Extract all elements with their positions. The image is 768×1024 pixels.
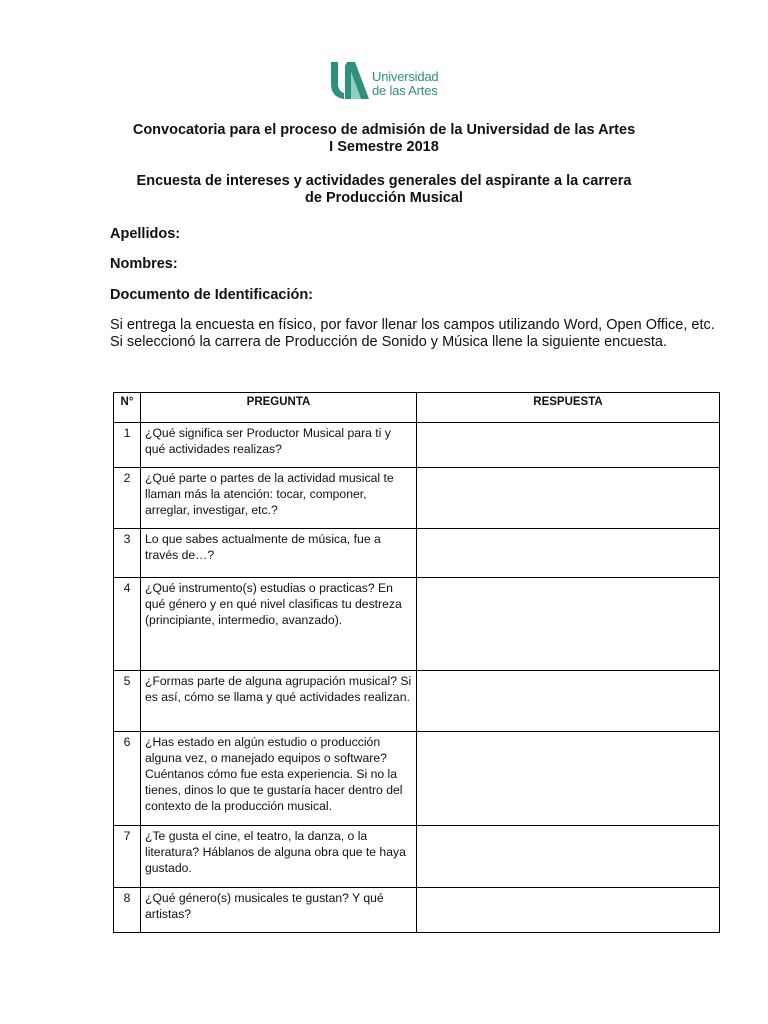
- survey-table: [113, 392, 720, 933]
- table-row: [114, 468, 720, 529]
- instructions: [110, 317, 715, 350]
- instruction-line-1: Si entrega la encuesta en físico, por favor llenar los campos utilizando Word, Open Office, etc.: [110, 317, 715, 333]
- row-number: 1: [114, 423, 141, 468]
- title-line-1: Convocatoria para el proceso de admisión de la Universidad de las Artes: [132, 122, 636, 138]
- row-question: ¿Has estado en algún estudio o producción alguna vez, o manejado equipos o software? Cuéntanos cómo fue esta experiencia. Si no la tienes, dinos lo que te gustaría hacer dentro del contexto de la producción musical.: [141, 732, 417, 826]
- answer-cell[interactable]: [417, 826, 720, 888]
- row-question: ¿Qué instrumento(s) estudias o practicas? En qué género y en qué nivel clasificas tu destreza (principiante, intermedio, avanzado).: [141, 578, 417, 671]
- answer-cell[interactable]: [417, 732, 720, 826]
- row-number: 6: [114, 732, 141, 826]
- table-row: [114, 732, 720, 826]
- answer-cell[interactable]: [417, 529, 720, 578]
- logo-wordmark: [372, 70, 438, 98]
- university-logo: [329, 60, 444, 100]
- logo-line-1: Universidad: [372, 69, 439, 84]
- ua-logo-icon: [329, 60, 371, 100]
- table-row: [114, 888, 720, 933]
- row-question: ¿Qué significa ser Productor Musical para ti y qué actividades realizas?: [141, 423, 417, 468]
- logo-line-2: de las Artes: [372, 83, 438, 98]
- answer-cell[interactable]: [417, 468, 720, 529]
- row-question: Lo que sabes actualmente de música, fue a través de…?: [141, 529, 417, 578]
- document-subtitle: [0, 173, 768, 207]
- table-header-row: [114, 393, 720, 423]
- table-row: [114, 529, 720, 578]
- subtitle-line-2: de Producción Musical: [305, 190, 463, 206]
- subtitle-line-1: Encuesta de intereses y actividades generales del aspirante a la carrera: [136, 173, 632, 189]
- header-number: N°: [114, 393, 141, 423]
- nombres-label: Nombres:: [110, 256, 178, 272]
- row-question: ¿Te gusta el cine, el teatro, la danza, o la literatura? Háblanos de alguna obra que te haya gustado.: [141, 826, 417, 888]
- title-line-2: I Semestre 2018: [329, 139, 439, 155]
- row-number: 3: [114, 529, 141, 578]
- answer-cell[interactable]: [417, 888, 720, 933]
- document-title: [0, 122, 768, 156]
- row-number: 8: [114, 888, 141, 933]
- answer-cell[interactable]: [417, 423, 720, 468]
- row-question: ¿Qué género(s) musicales te gustan? Y qué artistas?: [141, 888, 417, 933]
- row-number: 7: [114, 826, 141, 888]
- row-number: 2: [114, 468, 141, 529]
- answer-cell[interactable]: [417, 671, 720, 732]
- apellidos-label: Apellidos:: [110, 226, 181, 242]
- header-answer: RESPUESTA: [417, 393, 720, 423]
- table-row: [114, 423, 720, 468]
- row-question: ¿Qué parte o partes de la actividad musical te llaman más la atención: tocar, componer, arreglar, investigar, etc.?: [141, 468, 417, 529]
- table-row: [114, 671, 720, 732]
- header-question: PREGUNTA: [141, 393, 417, 423]
- answer-cell[interactable]: [417, 578, 720, 671]
- row-number: 5: [114, 671, 141, 732]
- table-row: [114, 578, 720, 671]
- instruction-line-2: Si seleccionó la carrera de Producción de Sonido y Música llene la siguiente encuesta.: [110, 333, 667, 350]
- documento-label: Documento de Identificación:: [110, 287, 314, 303]
- row-question: ¿Formas parte de alguna agrupación musical? Si es así, cómo se llama y qué actividades realizan.: [141, 671, 417, 732]
- row-number: 4: [114, 578, 141, 671]
- table-row: [114, 826, 720, 888]
